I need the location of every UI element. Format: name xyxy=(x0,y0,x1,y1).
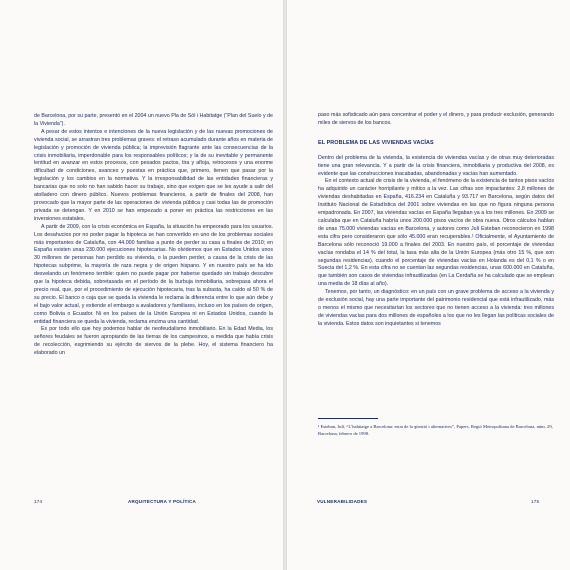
page-number: 175 xyxy=(531,499,540,504)
paragraph: A partir de 2009, con la crisis económica en España, la situación ha empeorado para los usuarios. Los desahucios por no poder pagar la hipoteca se han convertido en uno de los problemas sociales más importantes de Cataluña, con 44.000 familias a punto de perder su casa a finales de 2010; en España existen unas 230.000 ejecuciones hipotecarias. No olvidemos que en Estados Unidos unos 30 millones de personas han perdido su vivienda, o la pueden perder, a causa de la crisis de las hipotecas subprime, la mayoría de raza negra y de origen hispano. Y en nuestro país se ha ido desvelando un fenómeno terrible: quien no puede pagar por haberse quedado sin trabajo descubre que la hipoteca debida, sobretasada en el período de la burbuja inmobiliaria, sobrepasa ahora el precio real, que, por el procedimiento de ejecución hipotecaria, tras la subasta, ha caído al 50 % de su precio. El banco o caja que se queda la vivienda le reclama la diferencia entre lo que aún debe y el bajo valor actual, y extiende el embargo a avaladores y familiares, incluso en los países de origen, como Bolivia o Ecuador. Ni en los países de la Unión Europea ni en Estados Unidos, cuando la entidad financiera se queda la vivienda, reclama encima una cantidad. xyxy=(34,223,273,325)
running-head: VULNERABILIDADES xyxy=(317,499,368,504)
paragraph: Dentro del problema de la vivienda, la existencia de viviendas vacías y de otras muy deterioradas tiene una gran relevancia. Y a partir de la crisis financiera, inmobiliaria y productiva del 2008, es evidente que las construcciones inacabadas, abandonadas y vacías han aumentado. xyxy=(318,154,554,177)
footnote: ¹ Esteban, Julí, “L’habitatge a Barcelona: estat de la qüestió i alternatives”, Papers. Regió Metropolitana de Barcelona, núm. 29, Barcelona, febrero de 1998. xyxy=(318,424,553,436)
paragraph: Es por todo ello que hoy podemos hablar de neofeudalismo inmobiliario. En la Edad Media, los señores feudales se fueron apropiando de las tierras de los campesinos, a medida que había crisis de recolección, esgrimiendo su ejército de siervos de la plebe. Hoy, el sistema financiero ha elaborado un xyxy=(34,326,273,357)
paragraph: de Barcelona, por su parte, presentó en el 2004 un nuevo Pla de Sòl i Habitatge (“Plan del Suelo y de la Vivienda”). xyxy=(34,113,273,127)
right-page xyxy=(287,0,570,570)
running-head: ARQUITECTURA Y POLÍTICA xyxy=(128,499,197,504)
paragraph: En el contexto actual de crisis de la vivienda, el fenómeno de la existencia de tantos pisos vacíos ha adquirido un carácter horripilante y mítico a la vez. Las cifras son impactantes: 2,8 millones de viviendas deshabitadas en España, 416.234 en Cataluña y 93.717 en Barcelona, según datos del Instituto Nacional de Estadística del 2001 sobre viviendas en las que no figura ninguna persona empadronada. En 2007, las viviendas vacías en España llegaban ya a los tres millones. En 2009 se calculaba que en Cataluña habría unos 200.000 pisos vacíos de obra nueva. Otros cálculos hablan de unas 75.000 viviendas vacías en Barcelona, y autores como Julí Esteban reconocieron en 1998 esta cifra pero consideraron que sólo 45.000 eran recuperables.¹ Oficialmente, el Ayuntamiento de Barcelona sólo reconoció 19.000 a finales del 2003. En nuestro país, el porcentaje de viviendas vacías rondaba el 14 % del total, la tasa más alta de la Unión Europea (más otro 15 %, que son segundas residencias), cuando el porcentaje de viviendas vacías en Holanda es del 0,1 % o en Suecia del 1,2 %. En esta cifra no se cuentan las segundas residencias, unas 600.000 en Cataluña, que también son casos de viviendas infrautilizadas (en La Cerdaña se ha calculado que se emplean una media de 18 días al año). xyxy=(318,178,554,288)
paragraph: A pesar de estos intentos e intenciones de la nueva legislación y de las nuevas promociones de vivienda social, se arrastran tres problemas graves: el retraso acumulado durante años en materia de legislación y promoción de vivienda pública; la imprevisión flagrante ante las consecuencias de la crisis inmobiliaria, imperdonable para los responsables políticos; y la de su inevitable y permanente lentitud en avanzar en estos procesos, con pesados pactos, tira y afloja, retrocesos y una enorme dificultad de condiciones, avances y puestas en práctica que, primero, tienen que pasar por la legislación y los cambios en la normativa. Y la irresponsabilidad de las entidades financieras y bancarias que no solo no han sabido hacer su trabajo, sino que exigen que se les ayude a salir del atolladero con dinero público. Nuevos problemas financieros, a partir de finales del 2008, han provocado que la mayor parte de las operaciones de vivienda pública y casi todas las de promoción privada se detengan. Y en 2010 se han empezado a poner en práctica las restricciones en las inversiones estatales. xyxy=(34,128,273,222)
paragraph: paso más sofisticado aún para concentrar el poder y el dinero, y para producir exclusión, generando miles de siervos de los bancos. xyxy=(318,112,554,126)
right-text-column xyxy=(318,112,554,329)
left-page xyxy=(0,0,283,570)
left-text-column xyxy=(34,113,273,358)
section-heading: EL PROBLEMA DE LAS VIVIENDAS VACÍAS xyxy=(318,139,434,146)
paragraph: Tenemos, por tanto, un diagnóstico: en un país con un grave problema de acceso a la vivienda y de exclusión social, hay una parte importante del patrimonio residencial que está infrautilizado, más o menos el mismo que necesitarían los sectores que no tienen acceso a la vivienda: tres millones de viviendas vacías para dos millones de españoles a los que no les llegan las políticas sociales de la vivienda. Estos datos son inquietantes si tenemos xyxy=(318,289,554,327)
footnote-rule xyxy=(318,418,378,419)
page-number: 174 xyxy=(34,499,43,504)
